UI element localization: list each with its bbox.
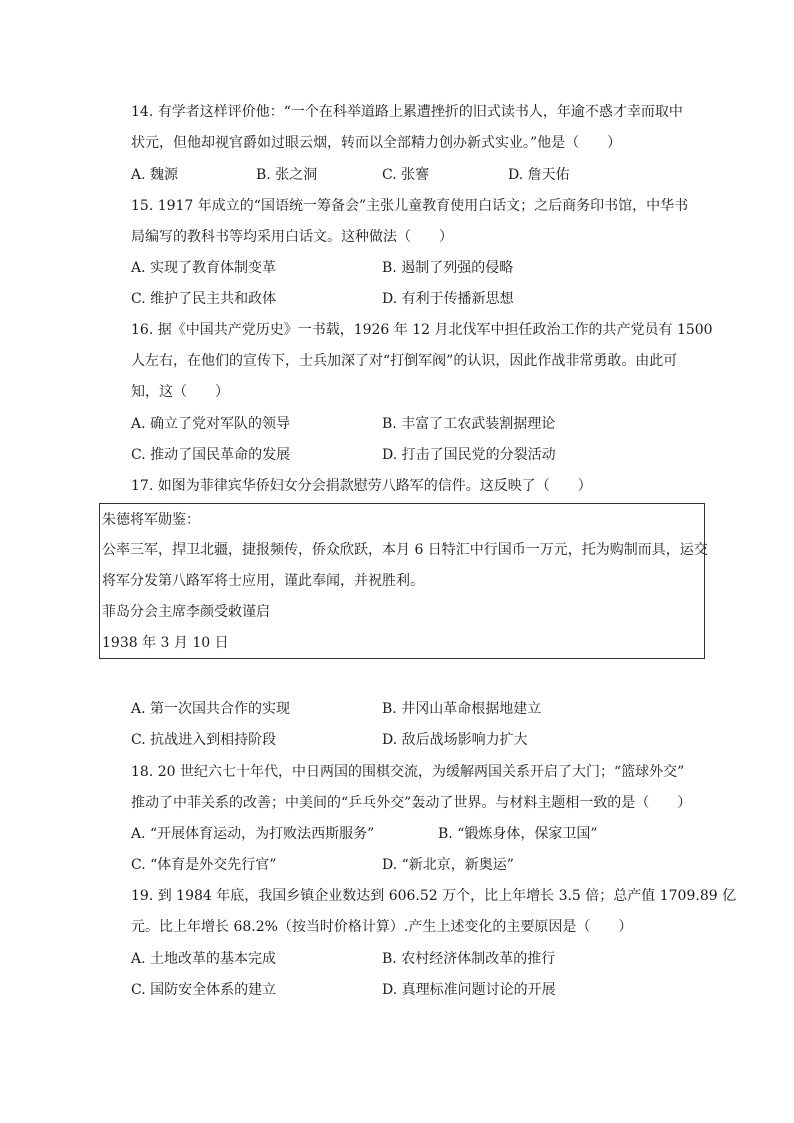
letter-greeting: 朱德将军勋鉴： — [102, 512, 200, 528]
q15-option-a: A. 实现了教育体制变革 — [131, 260, 277, 276]
q17-stem-line-1: 17. 如图为菲律宾华侨妇女分会捐款慰劳八路军的信件。这反映了（ ） — [131, 478, 592, 494]
q16-option-a: A. 确立了党对军队的领导 — [131, 416, 291, 432]
q18-option-a: A. “开展体育运动，为打败法西斯服务” — [131, 826, 375, 842]
q19-option-b: B. 农村经济体制改革的推行 — [382, 951, 556, 967]
q17-option-d: D. 敌后战场影响力扩大 — [382, 732, 528, 748]
q15-option-b: B. 遏制了列强的侵略 — [382, 260, 514, 276]
q14-option-d: D. 詹天佑 — [508, 167, 570, 183]
q16-stem-line-2: 人左右，在他们的宣传下，士兵加深了对“打倒军阀”的认识，因此作战非常勇敢。由此可 — [131, 353, 678, 369]
letter-signature: 菲岛分会主席李颜受敕谨启 — [102, 604, 270, 620]
q16-option-c: C. 推动了国民革命的发展 — [131, 447, 291, 463]
letter-date: 1938 年 3 月 10 日 — [102, 635, 229, 651]
q14-option-c: C. 张謇 — [382, 167, 430, 183]
q15-stem-line-1: 15. 1917 年成立的“国语统一筹备会”主张儿童教育使用白话文；之后商务印书馆，中华书 — [131, 198, 689, 214]
q19-stem-line-2: 元。比上年增长 68.2%（按当时价格计算）.产生上述变化的主要原因是（ ） — [131, 919, 633, 935]
q18-option-b: B. “锻炼身体，保家卫国” — [438, 826, 598, 842]
letter-body-line-1: 公率三军，捍卫北疆，捷报频传，侨众欣跃，本月 6 日特汇中行国币一万元，托为购制而具，运交 — [102, 542, 708, 558]
q18-option-d: D. “新北京，新奥运” — [382, 857, 514, 873]
q16-stem-line-1: 16. 据《中国共产党历史》一书载，1926 年 12 月北伐军中担任政治工作的共产党员有 1500 — [131, 322, 713, 338]
q19-stem-line-1: 19. 到 1984 年底，我国乡镇企业数达到 606.52 万个，比上年增长 3.5 倍；总产值 1709.89 亿 — [131, 888, 737, 904]
q19-option-c: C. 国防安全体系的建立 — [131, 982, 277, 998]
q15-option-c: C. 维护了民主共和政体 — [131, 291, 277, 307]
q14-option-b: B. 张之洞 — [256, 167, 318, 183]
q16-option-b: B. 丰富了工农武装割据理论 — [382, 416, 556, 432]
q14-stem-line-2: 状元，但他却视官爵如过眼云烟，转而以全部精力创办新式实业。”他是（ ） — [131, 135, 622, 151]
q17-option-c: C. 抗战进入到相持阶段 — [131, 732, 277, 748]
q14-option-a: A. 魏源 — [131, 167, 179, 183]
letter-body-line-2: 将军分发第八路军将士应用，谨此奉闻，并祝胜利。 — [102, 573, 424, 589]
q18-stem-line-1: 18. 20 世纪六七十年代，中日两国的围棋交流，为缓解两国关系开启了大门；“篮球外交” — [131, 764, 685, 780]
q17-option-a: A. 第一次国共合作的实现 — [131, 701, 291, 717]
q18-stem-line-2: 推动了中菲关系的改善；中美间的“乒乓外交”轰动了世界。与材料主题相一致的是（ ） — [131, 795, 692, 811]
q19-option-a: A. 土地改革的基本完成 — [131, 951, 277, 967]
q15-option-d: D. 有利于传播新思想 — [382, 291, 514, 307]
q17-option-b: B. 井冈山革命根据地建立 — [382, 701, 542, 717]
q16-option-d: D. 打击了国民党的分裂活动 — [382, 447, 556, 463]
letter-box — [99, 503, 708, 659]
q14-stem-line-1: 14. 有学者这样评价他：“一个在科举道路上累遭挫折的旧式读书人，年逾不惑才幸而取中 — [131, 104, 683, 120]
q19-option-d: D. 真理标准问题讨论的开展 — [382, 982, 556, 998]
q18-option-c: C. “体育是外交先行官” — [131, 857, 277, 873]
q15-stem-line-2: 局编写的教科书等均采用白话文。这种做法（ ） — [131, 229, 453, 245]
q16-stem-line-3: 知，这（ ） — [131, 384, 229, 400]
